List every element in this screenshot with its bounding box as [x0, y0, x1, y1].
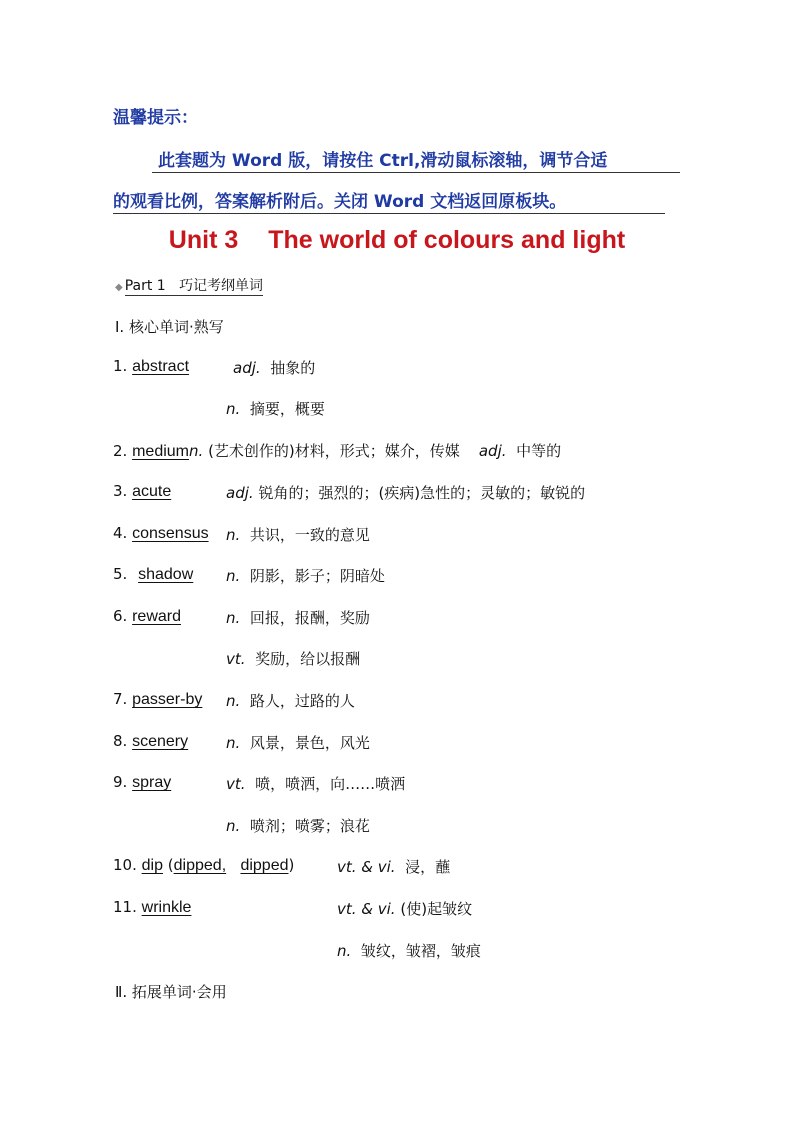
entry-number: 9.	[113, 773, 128, 791]
list-item	[113, 357, 189, 376]
entry-definition: vt. 奖励，给以报酬	[226, 650, 361, 668]
entry-number: 10.	[113, 856, 137, 874]
tip-line-1: 此套题为 Word 版，请按住 Ctrl,滑动鼠标滚轴，调节合适	[158, 151, 608, 171]
entry-number: 7.	[113, 690, 128, 708]
entry-number: 6.	[113, 607, 128, 625]
entry-definition: vt. & vi. 浸，蘸	[337, 858, 451, 876]
entry-number: 1.	[113, 357, 128, 375]
entry-word: dip	[141, 857, 163, 874]
unit-number: Unit 3	[168, 226, 239, 254]
part-text: Part 1 巧记考纲单词	[124, 278, 264, 294]
unit-title	[0, 226, 794, 255]
entry-definition: (艺术创作的)材料，形式；媒介，传媒	[208, 442, 460, 460]
entry-definition: n. 回报，报酬，奖励	[226, 609, 370, 627]
list-item	[113, 690, 202, 709]
list-item: 2. mediumn. (艺术创作的)材料，形式；媒介，传媒 adj. 中等的	[113, 442, 562, 460]
entry-definition: n. 摘要，概要	[226, 400, 325, 418]
list-item	[113, 565, 193, 584]
entry-word: consensus	[132, 525, 209, 542]
entry-definition: n. 风景，景色，风光	[226, 734, 370, 752]
entry-word: passer-by	[132, 691, 203, 708]
entry-definition: adj. 锐角的；强烈的；(疾病)急性的；灵敏的；敏锐的	[226, 484, 586, 502]
list-item	[113, 607, 181, 626]
entry-definition: n. 喷剂；喷雾；浪花	[226, 817, 370, 835]
tip-title: 温馨提示：	[113, 108, 198, 128]
diamond-icon: ◆	[115, 282, 123, 293]
entry-word: abstract	[132, 358, 190, 375]
tip-rule-1	[152, 172, 680, 173]
entry-definition: n. 皱纹，皱褶，皱痕	[337, 942, 481, 960]
tip-rule-2	[113, 213, 665, 214]
entry-word: medium	[132, 443, 189, 460]
entry-word: shadow	[138, 566, 194, 583]
entry-number: 4.	[113, 524, 128, 542]
list-item	[113, 482, 171, 501]
entry-number: 5.	[113, 565, 128, 583]
entry-definition: adj. 抽象的	[233, 359, 316, 377]
entry-word: wrinkle	[141, 899, 192, 916]
entry-definition: n. 路人，过路的人	[226, 692, 355, 710]
part-heading	[115, 275, 263, 295]
list-item	[113, 898, 191, 917]
entry-form: dipped,	[173, 857, 227, 874]
entry-word: spray	[132, 774, 172, 791]
list-item: 10. dip (dipped, dipped)	[113, 856, 295, 874]
list-item	[113, 773, 171, 792]
entry-number: 8.	[113, 732, 128, 750]
entry-number: 2.	[113, 442, 128, 460]
entry-word: acute	[132, 483, 172, 500]
entry-definition: vt. & vi. (使)起皱纹	[337, 900, 473, 918]
unit-name: The world of colours and light	[268, 226, 626, 254]
entry-number: 3.	[113, 482, 128, 500]
entry-form: dipped	[240, 857, 289, 874]
section-heading-extended: Ⅱ. 拓展单词·会用	[115, 983, 227, 1001]
entry-definition: vt. 喷，喷洒，向……喷洒	[226, 775, 406, 793]
entry-definition: n. 共识，一致的意见	[226, 526, 370, 544]
list-item	[113, 524, 209, 543]
entry-number: 11.	[113, 898, 137, 916]
list-item	[113, 732, 188, 751]
entry-definition: n. 阴影，影子；阴暗处	[226, 567, 385, 585]
entry-word: scenery	[132, 733, 189, 750]
entry-word: reward	[132, 608, 181, 625]
section-heading-core: Ⅰ. 核心单词·熟写	[115, 318, 224, 336]
tip-line-2: 的观看比例，答案解析附后。关闭 Word 文档返回原板块。	[113, 192, 567, 212]
